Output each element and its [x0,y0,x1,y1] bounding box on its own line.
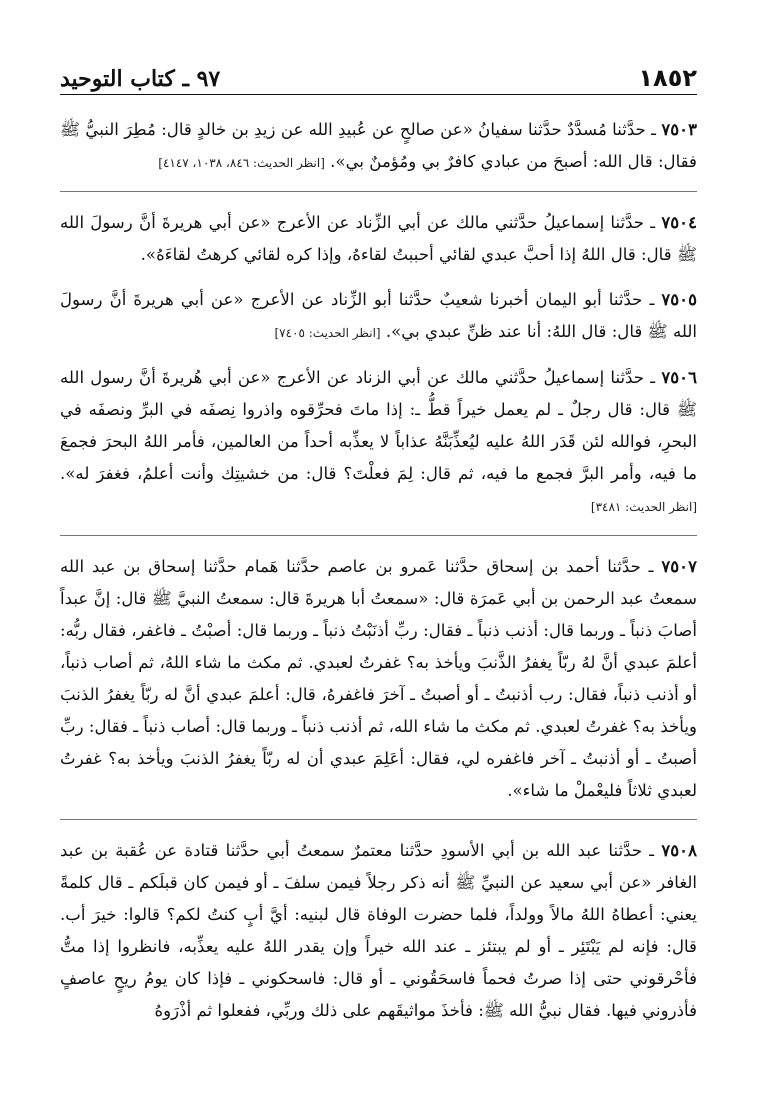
hadith-7506 [60,361,697,523]
hadith-number: ٧٥٠٣ [661,119,697,139]
book-title: ٩٧ ـ كتاب التوحيد [60,66,221,92]
hadith-text: ـ حدَّثنا أحمد بن إسحاق حدَّثنا عَمرو بن عاصم حدَّثنا هَمام حدَّثنا إسحاق بن عبد الله سمعتُ عبد الرحمن بن أبي عَمرَة قال: «سمعتُ أبا هريرةَ قال: سمعتُ النبيَّ ﷺ قال: إنَّ عبداً أصابَ ذنباً ـ وربما قال: أذنب ذنباً ـ فقال: ربِّ أذنَبْتُ ذنباً ـ وربما قال: أصبْتُ ـ فاغفر، فقال ربُّه: أعلمَ عبدي أنَّ لهُ ربّاً يغفرُ الذَّنبَ ويأخذ به؟ غفرتُ لعبدي. ثم مكث ما شاء اللهُ، ثم أصاب ذنباً، أو أذنب ذنباً، فقال: رب أذنبتُ ـ أو أصبتُ ـ آخرَ فاغفرهُ، قال: أعلمَ عبدي أنَّ له ربّاً يغفرُ الذنبَ ويأخذ به؟ غفرتُ لعبدي. ثم مكث ما شاء الله، ثم أذنب ذنباً ـ وربما قال: أصاب ذنباً ـ فقال: ربِّ أصبتُ ـ أو أذنبتُ ـ آخر فاغفره لي، فقال: أعَلِمَ عبدي أن له ربّاً يغفرُ الذنبَ ويأخذ به؟ غفرتُ لعبدي ثلاثاً فليعْملْ ما شاء». [60,557,697,800]
hadith-text: ـ حدَّثنا أبو اليمان أخبرنا شعيبٌ حدَّثنا أبو الزِّناد عن الأعرج «عن أبي هريرةَ أنَّ رسولَ الله ﷺ قال: قال اللهُ: أنا عند ظنِّ عبدي بي». [60,290,697,341]
hadith-reference: [انظر الحديث: ٣٤٨١] [590,500,697,514]
hadith-reference: [انظر الحديث: ٨٤٦، ١٠٣٨، ٤١٤٧] [158,156,325,170]
hadith-text: ـ حدَّثنا إسماعيلُ حدَّثني مالك عن أبي الزناد عن الأعرج «عن أبي هُريرةَ أنَّ رسول الله ﷺ قال: قال رجلٌ ـ لم يعمل خيراً قطُّ ـ: إذا ماتَ فحرِّقوه واذروا نِصفَه في البرِّ ونصفَه في البحرِ، فوالله لئن قَدَر اللهُ عليه ليُعذِّبَنَّهُ عذاباً لا يعذِّبه أحداً من العالمين، فأمر اللهُ البحرَ فجمعَ ما فيه، وأمر البرَّ فجمع ما فيه، ثم قال: لِمَ فعلْتَ؟ قال: من خشيتِك وأنت أعلمُ، فغفرَ له». [60,368,697,483]
hadith-number: ٧٥٠٥ [661,289,697,309]
hadith-number: ٧٥٠٤ [661,212,697,232]
hadith-7505 [60,283,697,349]
hadith-7503 [60,113,697,179]
page-number: ١٨٥٢ [638,64,697,92]
page-header [60,58,697,95]
page-content [60,113,697,1027]
page [60,58,697,1080]
hadith-number: ٧٥٠٦ [661,367,697,387]
divider [60,535,697,536]
hadith-number: ٧٥٠٧ [661,556,697,576]
hadith-reference: [انظر الحديث: ٧٤٠٥] [274,326,381,340]
hadith-text: ـ حدَّثنا إسماعيلُ حدَّثني مالك عن أبي الزِّناد عن الأعرج «عن أبي هريرةَ أنَّ رسولَ الله ﷺ قال: قال اللهُ إذا أحبَّ عبدي لقائي أحببتُ لقاءهُ، وإذا كره لقائي كرهتُ لقاءَهُ». [60,213,697,264]
hadith-number: ٧٥٠٨ [661,840,697,860]
hadith-7508 [60,834,697,1027]
hadith-7504 [60,206,697,271]
divider [60,191,697,192]
divider [60,819,697,820]
hadith-text: ـ حدَّثنا مُسدَّدٌ حدَّثنا سفيانُ «عن صالحٍ عن عُبيدِ الله عن زيدِ بن خالدٍ قال: مُطِرَ النبيُّ ﷺ فقال: قال الله: أصبحَ من عبادي كافرٌ بي ومُؤمنٌ بي». [60,120,697,171]
hadith-text: ـ حدَّثنا عبد الله بن أبي الأسودِ حدَّثنا معتمرٌ سمعتُ أبي حدَّثنا قتادة عن عُقبة بن عبد الغافر «عن أبي سعيد عن النبيِّ ﷺ أنه ذكر رجلاً فيمن سلفَ ـ أو فيمن كان قبلَكم ـ قال كلمةً يعني: أعطاهُ اللهُ مالاً وولداً، فلما حضرت الوفاة قال لبنيه: أيَّ أبٍ كنتُ لكم؟ قالوا: خيرَ أب. قال: فإنه لم يَبْتَئِر ـ أو لم يبتئز ـ عند الله خيراً وإن يقدر اللهُ عليه يعذِّبه، فانظروا إذا متُّ فأحْرقوني حتى إذا صرتُ فحماً فاسحَقُوني ـ أو قال: فاسحكوني ـ فإذا كان يومُ ريحٍ عاصفٍ فأذروني فيها. فقال نبيُّ الله ﷺ: فأخذَ مواثيقَهم على ذلك وربِّي، ففعلوا ثم أذْرَوهُ [60,841,697,1020]
hadith-7507 [60,550,697,807]
